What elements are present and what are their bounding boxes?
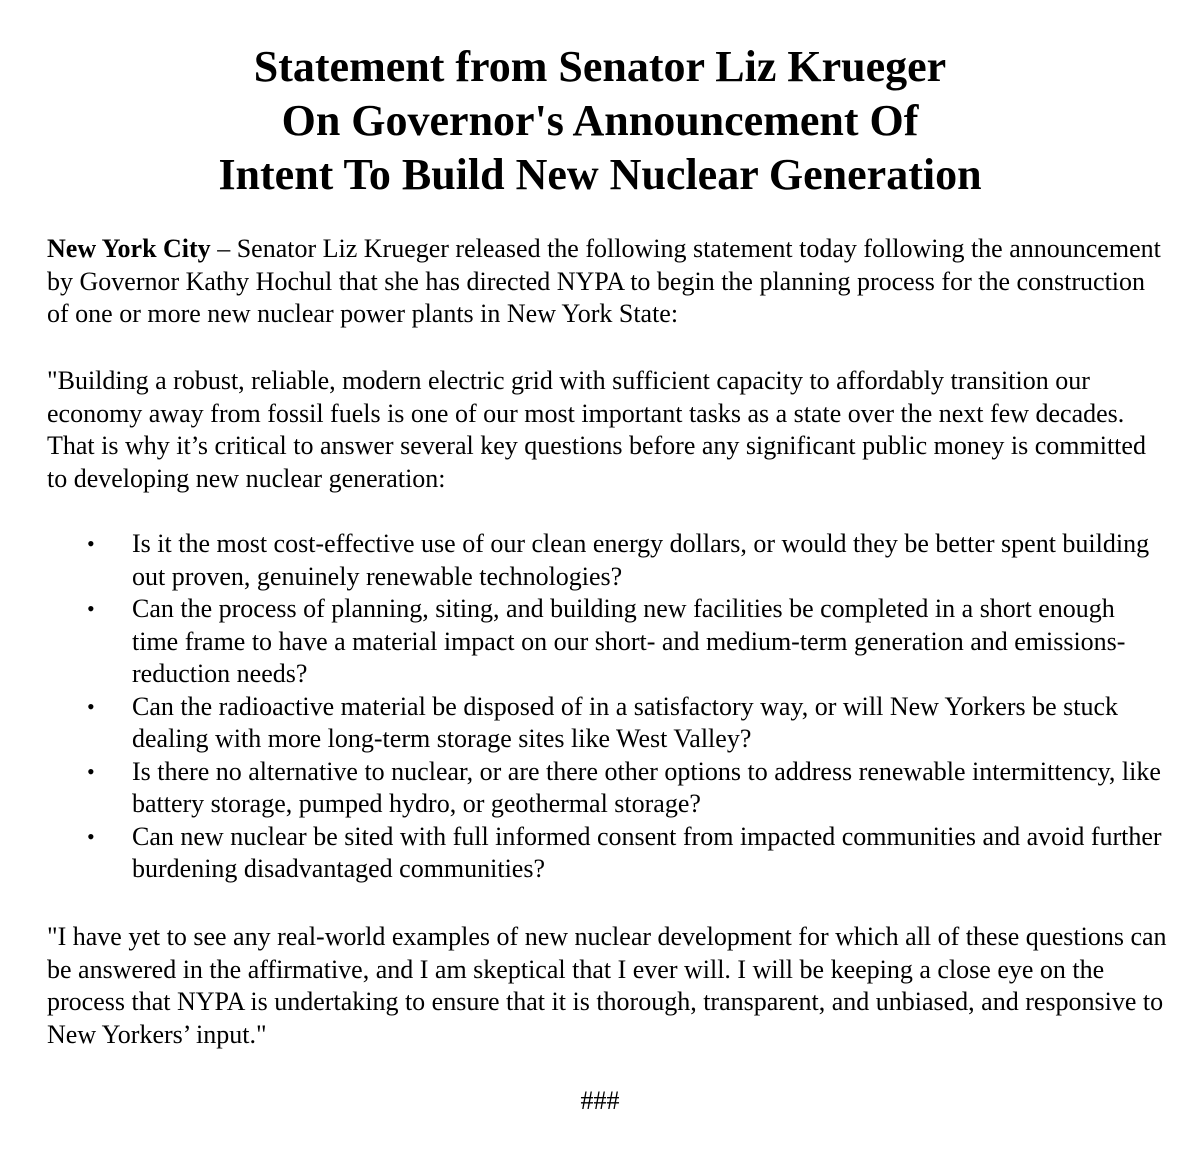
question-text: Can new nuclear be sited with full informed consent from impacted communities and avoid further burdening disadvantaged communities?	[132, 821, 1162, 883]
end-of-release-mark: ###	[580, 1086, 620, 1115]
bullet-icon: •	[87, 531, 95, 556]
list-item	[47, 821, 1167, 886]
title-line-2: On Governor's Announcement Of	[281, 96, 919, 145]
list-item	[47, 691, 1167, 756]
questions-list	[47, 528, 1167, 886]
question-text: Is it the most cost-effective use of our clean energy dollars, or would they be better spent building out proven, genuinely renewable technologies?	[132, 529, 1150, 591]
list-item	[47, 593, 1167, 691]
question-text: Is there no alternative to nuclear, or are there other options to address renewable intermittency, like battery storage, pumped hydro, or geothermal storage?	[132, 756, 1161, 818]
quote-intro-paragraph: "Building a robust, reliable, modern electric grid with sufficient capacity to affordably transition our economy away from fossil fuels is one of our most important tasks as a state over the next few decades. That is why it’s critical to answer several key questions before any significant public money is committed to developing new nuclear generation:	[47, 366, 1146, 493]
dateline: New York City	[47, 234, 211, 263]
bullet-icon: •	[87, 758, 95, 784]
closing-quote-paragraph: "I have yet to see any real-world examples of new nuclear development for which all of these questions can be answered in the affirmative, and I am skeptical that I ever will. I will be keeping a close eye on the process that NYPA is undertaking to ensure that it is thorough, transparent, and unbiased, and responsive to New Yorkers’ input."	[47, 922, 1167, 1049]
page-title	[0, 40, 1200, 202]
list-item	[47, 528, 1167, 593]
bullet-icon: •	[87, 596, 95, 621]
question-text: Can the radioactive material be disposed of in a satisfactory way, or will New Yorkers be stuck dealing with more long-term storage sites like West Valley?	[132, 691, 1119, 753]
list-item	[47, 756, 1167, 821]
title-line-3: Intent To Build New Nuclear Generation	[218, 150, 982, 199]
title-line-1: Statement from Senator Liz Krueger	[253, 42, 947, 91]
question-text: Can the process of planning, siting, and building new facilities be completed in a short enough time frame to have a material impact on our short- and medium-term generation and emissions-reduction needs?	[132, 594, 1126, 688]
lead-paragraph	[47, 233, 1167, 331]
bullet-icon: •	[87, 693, 95, 719]
lead-text: – Senator Liz Krueger released the following statement today following the announcement by Governor Kathy Hochul that she has directed NYPA to begin the planning process for the construction of one or more new nuclear power plants in New York State:	[47, 234, 1161, 328]
bullet-icon: •	[87, 823, 95, 849]
